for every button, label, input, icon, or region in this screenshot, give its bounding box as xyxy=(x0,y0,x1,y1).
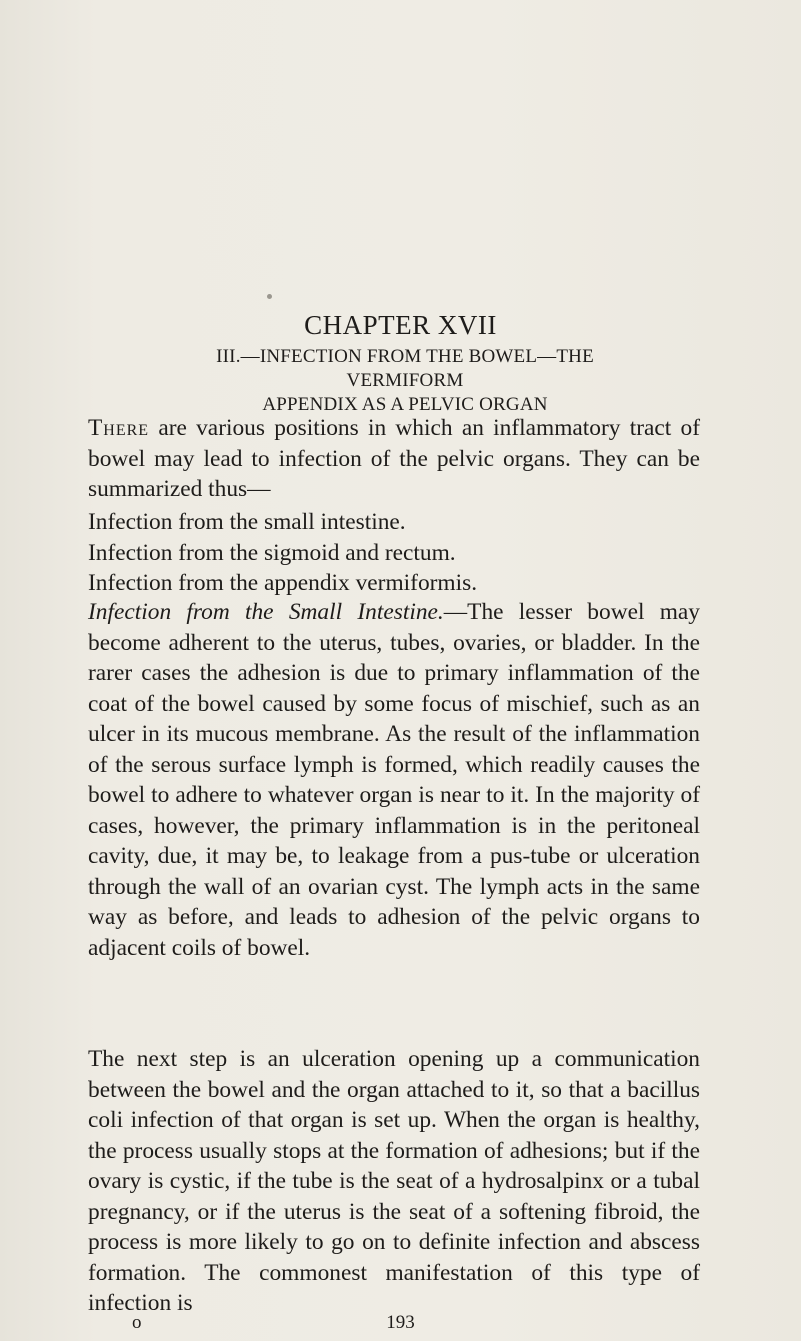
list-item: Infection from the appendix vermiformis. xyxy=(88,570,478,596)
section-title-line-2: APPENDIX AS A PELVIC ORGAN xyxy=(262,394,548,415)
paragraph-text: —The lesser bowel may become adherent to the uterus, tubes, ovaries, or bladder. In the rarer cases the adhesion is due to primary inflammation of the coat of the bowel caused by some focus of mischief, such as an ulcer in its mucous membrane. As the result of the inflammation of the serous surface lymph is formed, which readily causes the bowel to adhere to whatever organ is near to it. In the majority of cases, however, the primary inflammation is in the peritoneal cavity, due, it may be, to leakage from a pus-tube or ulceration through the wall of an ovarian cyst. The lymph acts in the same way as before, and leads to adhesion of the pelvic organs to adjacent coils of bowel. xyxy=(88,599,701,961)
chapter-heading: CHAPTER XVII xyxy=(304,310,497,340)
intro-lead-word: There xyxy=(88,415,150,441)
section-title xyxy=(175,345,635,417)
page-number: 193 xyxy=(386,1312,415,1333)
intro-text: are various positions in which an inflammatory tract of bowel may lead to infection of the pelvic organs. They can be summarized thus— xyxy=(88,415,700,502)
list-item: Infection from the small intestine. xyxy=(88,509,406,535)
list-item: Infection from the sigmoid and rectum. xyxy=(88,539,456,566)
section-title-line-1: III.—INFECTION FROM THE BOWEL—THE VERMIFORM xyxy=(216,346,594,391)
next-step-text: The next step is an ulceration opening up a communication between the bowel and the organ attached to it, so that a bacillus coli infection of that organ is set up. When the organ is healthy, the process usually stops at the formation of adhesions; but if the ovary is cystic, if the tube is the seat of a hydrosalpinx or a tubal pregnancy, or if the uterus is the seat of a softening fibroid, the process is more likely to go on to definite infection and abscess formation. The commonest manifestation of this type of infection is xyxy=(88,1046,700,1316)
intro-paragraph xyxy=(88,413,700,505)
next-step-paragraph xyxy=(88,1044,700,1319)
paragraph-heading: Infection from the Small Intestine. xyxy=(88,599,444,625)
printer-dot xyxy=(267,294,272,299)
small-intestine-paragraph xyxy=(88,597,700,963)
infection-list xyxy=(88,507,700,599)
signature-mark: o xyxy=(132,1312,142,1333)
